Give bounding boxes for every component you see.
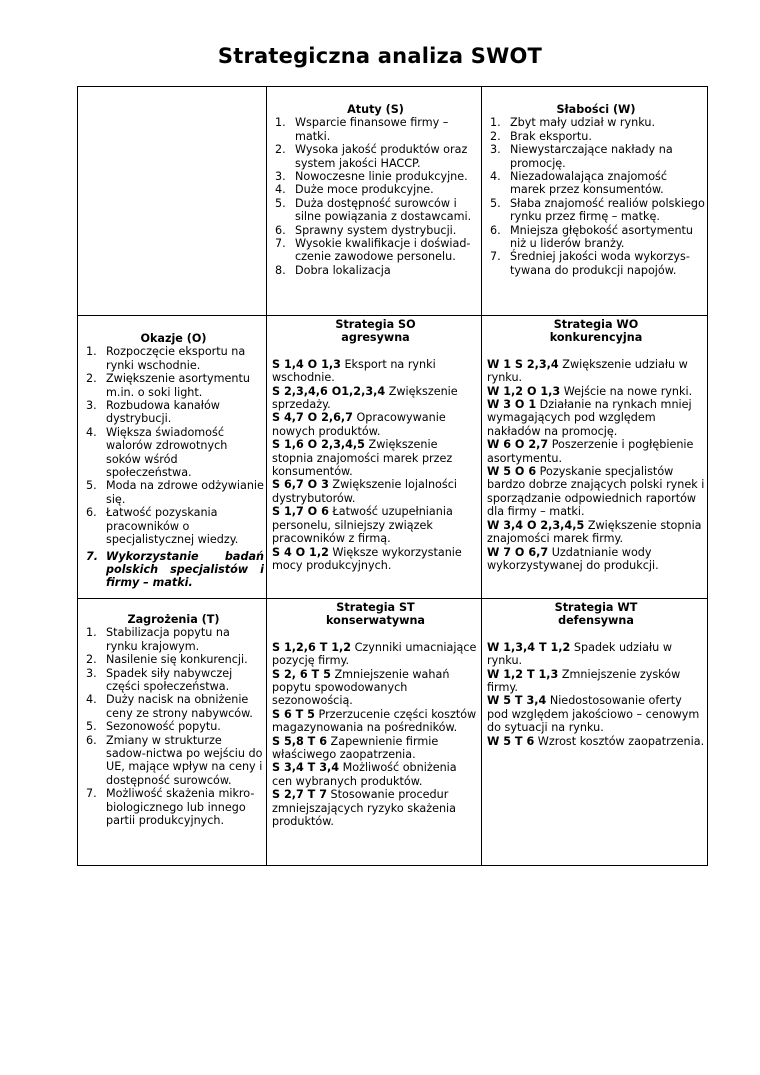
strategy-entry [272, 546, 479, 573]
list-item [83, 720, 264, 733]
list-item-text: Niezadowalająca znajomość marek przez konsumentów. [510, 170, 668, 197]
strategy-entry [487, 358, 705, 385]
strategy-entry [487, 735, 705, 748]
strategy-text: Zwiększenie udziału w rynku. [487, 357, 688, 385]
strategy-entry [272, 641, 479, 668]
list-item [487, 170, 705, 197]
list-item-number: 6. [86, 506, 97, 520]
list-item-number: 5. [275, 196, 286, 210]
strategy-code: S 1,6 O 2,3,4,5 [272, 438, 365, 452]
list-item-number: 6. [86, 733, 97, 747]
strategy-code: S 1,4 O 1,3 [272, 357, 341, 371]
list-item-number: 7. [86, 549, 99, 563]
list-item [83, 550, 264, 590]
list-item [272, 116, 479, 143]
list-item [83, 372, 264, 399]
list-item-text: Duża dostępność surowców i silne powiązania z dostawcami. [295, 196, 472, 224]
list-item-number: 2. [275, 143, 286, 157]
list-item-text: Łatwość pozyskania pracowników o specjalistycznej wiedzy. [106, 506, 239, 547]
weaknesses-heading: Słabości (W) [556, 103, 636, 116]
list-item-text: Spadek siły nabywczej części społeczeństwa. [106, 666, 233, 694]
strategy-text: Zmniejszenie zysków firmy. [487, 667, 681, 695]
list-item-text: Możliwość skażenia mikro-biologicznego lub innego partii produkcyjnych. [106, 787, 255, 828]
wt-strategy-subheading: defensywna [558, 614, 634, 628]
list-item [83, 479, 264, 506]
list-item-number: 3. [275, 170, 286, 184]
wo-strategy-cell [482, 316, 708, 599]
list-item [272, 197, 479, 224]
strategy-entry [272, 761, 479, 788]
list-item [272, 183, 479, 196]
swot-table [77, 86, 708, 866]
list-item [487, 143, 705, 170]
strategy-entry [487, 385, 705, 398]
list-item [487, 224, 705, 251]
list-item-text: Wykorzystanie badań polskich specjalistów i firmy – matki. [106, 549, 264, 590]
so-strategy-list [272, 358, 479, 573]
list-item [487, 130, 705, 143]
so-strategy-cell [267, 316, 482, 599]
strategy-code: W 6 O 2,7 [487, 438, 549, 452]
strategy-entry [272, 478, 479, 505]
list-item-text: Zmiany w strukturze sadow-nictwa po wejściu do UE, mające wpływ na ceny i dostępność surowców. [106, 733, 263, 787]
list-item-number: 4. [86, 425, 97, 439]
document-title: Strategiczna analiza SWOT [217, 44, 543, 68]
list-item-text: Moda na zdrowe odżywianie się. [106, 479, 264, 506]
strategy-code: S 4,7 O 2,6,7 [272, 411, 353, 425]
list-item [487, 197, 705, 224]
list-item-number: 1. [490, 116, 501, 130]
weaknesses-cell [482, 87, 708, 316]
strategy-text: Pozyskanie specjalistów bardzo dobrze znających polski rynek i sporządzanie odpowiednich raportów dla firmy – matki. [487, 465, 705, 519]
strategy-code: S 6 T 5 [272, 707, 315, 721]
list-item-number: 4. [275, 183, 286, 197]
strategy-code: W 7 O 6,7 [487, 545, 549, 559]
empty-corner-cell [78, 87, 267, 316]
st-strategy-subheading: konserwatywna [326, 614, 425, 628]
strategy-entry [272, 438, 479, 478]
strategy-entry [272, 668, 479, 708]
strategy-text: Większe wykorzystanie mocy produkcyjnych. [272, 545, 462, 572]
list-item-text: Stabilizacja popytu na rynku krajowym. [106, 626, 230, 653]
strategy-text: Uzdatnianie wody wykorzystywanej do produkcji. [487, 545, 659, 572]
list-item [272, 224, 479, 237]
strategy-text: Zapewnienie firmie właściwego zaopatrzenia. [272, 734, 439, 762]
list-item-number: 5. [86, 479, 97, 493]
list-item-number: 2. [86, 653, 97, 667]
strategy-text: Wejście na nowe rynki. [563, 384, 693, 398]
list-item [83, 506, 264, 546]
list-item [83, 787, 264, 827]
list-item-text: Sprawny system dystrybucji. [295, 223, 457, 237]
strategy-entry [487, 519, 705, 546]
list-item-text: Średniej jakości woda wykorzys-tywana do produkcji napojów. [510, 250, 690, 277]
strategy-code: S 2,7 T 7 [272, 788, 327, 802]
strengths-list [272, 116, 479, 277]
list-item [83, 667, 264, 694]
wo-strategy-list [487, 358, 705, 573]
strategy-code: W 1,2 T 1,3 [487, 667, 559, 681]
strategy-text: Możliwość obniżenia cen wybranych produktów. [272, 761, 457, 788]
strategy-entry [487, 438, 705, 465]
list-item [272, 237, 479, 264]
strategy-entry [487, 668, 705, 695]
strategy-text: Zwiększenie lojalności dystrybutorów. [272, 478, 457, 505]
list-item [83, 345, 264, 372]
list-item-number: 5. [86, 720, 97, 734]
list-item [83, 399, 264, 426]
strategy-code: W 5 T 3,4 [487, 694, 547, 708]
list-item-number: 2. [86, 372, 97, 386]
wt-strategy-list [487, 641, 705, 748]
so-strategy-subheading: agresywna [341, 331, 410, 345]
list-item-number: 6. [275, 223, 286, 237]
list-item-text: Zbyt mały udział w rynku. [510, 116, 656, 130]
wt-strategy-heading: Strategia WT [554, 601, 638, 614]
strategy-text: Wzrost kosztów zaopatrzenia. [537, 734, 705, 748]
strategy-code: W 3,4 O 2,3,4,5 [487, 518, 585, 532]
strategy-entry [487, 465, 705, 519]
list-item-text: Niewystarczające nakłady na promocję. [510, 143, 673, 170]
strategy-code: S 1,2,6 T 1,2 [272, 640, 352, 654]
strategy-text: Niedostosowanie oferty pod względem jakościowo – cenowym do sytuacji na rynku. [487, 694, 700, 735]
strategy-code: S 2, 6 T 5 [272, 667, 331, 681]
opportunities-cell [78, 316, 267, 599]
st-strategy-cell [267, 599, 482, 866]
strategy-text: Czynniki umacniające pozycję firmy. [272, 640, 477, 668]
strategy-entry [272, 411, 479, 438]
list-item-text: Duży nacisk na obniżenie ceny ze strony nabywców. [106, 693, 253, 720]
strategy-entry [487, 694, 705, 734]
strategy-code: W 5 O 6 [487, 465, 537, 479]
list-item-number: 3. [86, 666, 97, 680]
swot-row-internal [78, 87, 708, 316]
weaknesses-list [487, 116, 705, 277]
list-item-number: 4. [86, 693, 97, 707]
strategy-text: Stosowanie procedur zmniejszających ryzyko skażenia produktów. [272, 788, 457, 829]
list-item-text: Nasilenie się konkurencji. [106, 653, 248, 667]
strategy-text: Eksport na rynki wschodnie. [272, 357, 436, 385]
list-item-text: Nowoczesne linie produkcyjne. [295, 170, 468, 184]
list-item-number: 7. [490, 250, 501, 264]
strategy-code: S 6,7 O 3 [272, 478, 329, 492]
strengths-cell [267, 87, 482, 316]
list-item-number: 7. [86, 787, 97, 801]
strategy-text: Zwiększenie sprzedaży. [272, 384, 458, 412]
strategy-code: S 1,7 O 6 [272, 505, 329, 519]
list-item-text: Wysokie kwalifikacje i doświad-czenie zawodowe personelu. [295, 237, 471, 264]
strategy-code: S 5,8 T 6 [272, 734, 327, 748]
strategy-text: Zwiększenie stopnia znajomości marek przez konsumentów. [272, 438, 453, 479]
list-item [487, 116, 705, 129]
list-item [83, 693, 264, 720]
list-item-number: 1. [275, 116, 286, 130]
list-item-text: Rozpoczęcie eksportu na rynki wschodnie. [106, 345, 246, 372]
strategy-entry [272, 708, 479, 735]
threats-cell [78, 599, 267, 866]
strategy-code: S 4 O 1,2 [272, 545, 329, 559]
strategy-text: Łatwość uzupełniania personelu, silniejszy związek pracowników z firmą. [272, 505, 453, 546]
list-item-number: 1. [86, 626, 97, 640]
list-item-number: 3. [86, 399, 97, 413]
list-item-text: Dobra lokalizacja [295, 263, 391, 277]
list-item [487, 250, 705, 277]
st-strategy-list [272, 641, 479, 829]
strategy-text: Działanie na rynkach mniej wymagających pod względem nakładów na promocję. [487, 398, 692, 438]
strategy-entry [487, 398, 705, 438]
strategy-code: S 2,3,4,6 O1,2,3,4 [272, 384, 386, 398]
strategy-text: Spadek udziału w rynku. [487, 640, 672, 668]
swot-row-threats [78, 599, 708, 866]
list-item-number: 8. [275, 263, 286, 277]
st-strategy-heading: Strategia ST [336, 601, 415, 614]
strategy-text: Opracowywanie nowych produktów. [272, 411, 446, 438]
list-item-number: 6. [490, 223, 501, 237]
list-item-text: Sezonowość popytu. [106, 720, 221, 734]
strategy-code: W 1 S 2,3,4 [487, 357, 559, 371]
list-item-text: Duże moce produkcyjne. [295, 183, 434, 197]
strategy-entry [487, 546, 705, 573]
strategy-text: Zwiększenie stopnia znajomości marek firmy. [487, 518, 702, 546]
strategy-entry [272, 505, 479, 545]
strategy-entry [272, 385, 479, 412]
opportunities-list [83, 345, 264, 589]
strengths-heading: Atuty (S) [347, 103, 404, 116]
strategy-entry [272, 358, 479, 385]
strategy-text: Przerzucenie części kosztów magazynowania na pośredników. [272, 707, 477, 735]
threats-list [83, 626, 264, 827]
strategy-text: Poszerzenie i pogłębienie asortymentu. [487, 438, 694, 465]
list-item-text: Zwiększenie asortymentu m.in. o soki light. [106, 372, 250, 399]
list-item-text: Wysoka jakość produktów oraz system jakości HACCP. [295, 143, 468, 170]
list-item-text: Większa świadomość walorów zdrowotnych soków wśród społeczeństwa. [106, 425, 228, 480]
wo-strategy-heading: Strategia WO [553, 318, 639, 331]
wt-strategy-cell [482, 599, 708, 866]
list-item [272, 143, 479, 170]
list-item-text: Wsparcie finansowe firmy – matki. [295, 116, 449, 143]
strategy-code: S 3,4 T 3,4 [272, 761, 340, 775]
list-item-text: Słaba znajomość realiów polskiego rynku przez firmę – matkę. [510, 196, 705, 224]
list-item-text: Mniejsza głębokość asortymentu niż u liderów branży. [510, 223, 694, 251]
strategy-code: W 1,2 O 1,3 [487, 384, 561, 398]
list-item-number: 4. [490, 170, 501, 184]
list-item-text: Rozbudowa kanałów dystrybucji. [106, 399, 220, 426]
list-item [83, 626, 264, 653]
so-strategy-heading: Strategia SO [335, 318, 416, 331]
strategy-entry [272, 735, 479, 762]
list-item-number: 1. [86, 345, 97, 359]
strategy-code: W 3 O 1 [487, 398, 537, 412]
wo-strategy-subheading: konkurencyjna [549, 331, 643, 345]
strategy-code: W 5 T 6 [487, 734, 535, 748]
threats-heading: Zagrożenia (T) [127, 613, 220, 626]
list-item-number: 7. [275, 237, 286, 251]
list-item-number: 5. [490, 196, 501, 210]
list-item-number: 2. [490, 129, 501, 143]
list-item-number: 3. [490, 143, 501, 157]
strategy-code: W 1,3,4 T 1,2 [487, 640, 571, 654]
opportunities-heading: Okazje (O) [140, 332, 207, 345]
list-item [83, 734, 264, 788]
list-item-text: Brak eksportu. [510, 129, 592, 143]
list-item [272, 264, 479, 277]
strategy-entry [272, 788, 479, 828]
list-item [83, 653, 264, 666]
swot-row-opportunities [78, 316, 708, 599]
list-item [83, 426, 264, 480]
list-item [272, 170, 479, 183]
strategy-text: Zmniejszenie wahań popytu spowodowanych sezonowością. [272, 667, 450, 708]
strategy-entry [487, 641, 705, 668]
